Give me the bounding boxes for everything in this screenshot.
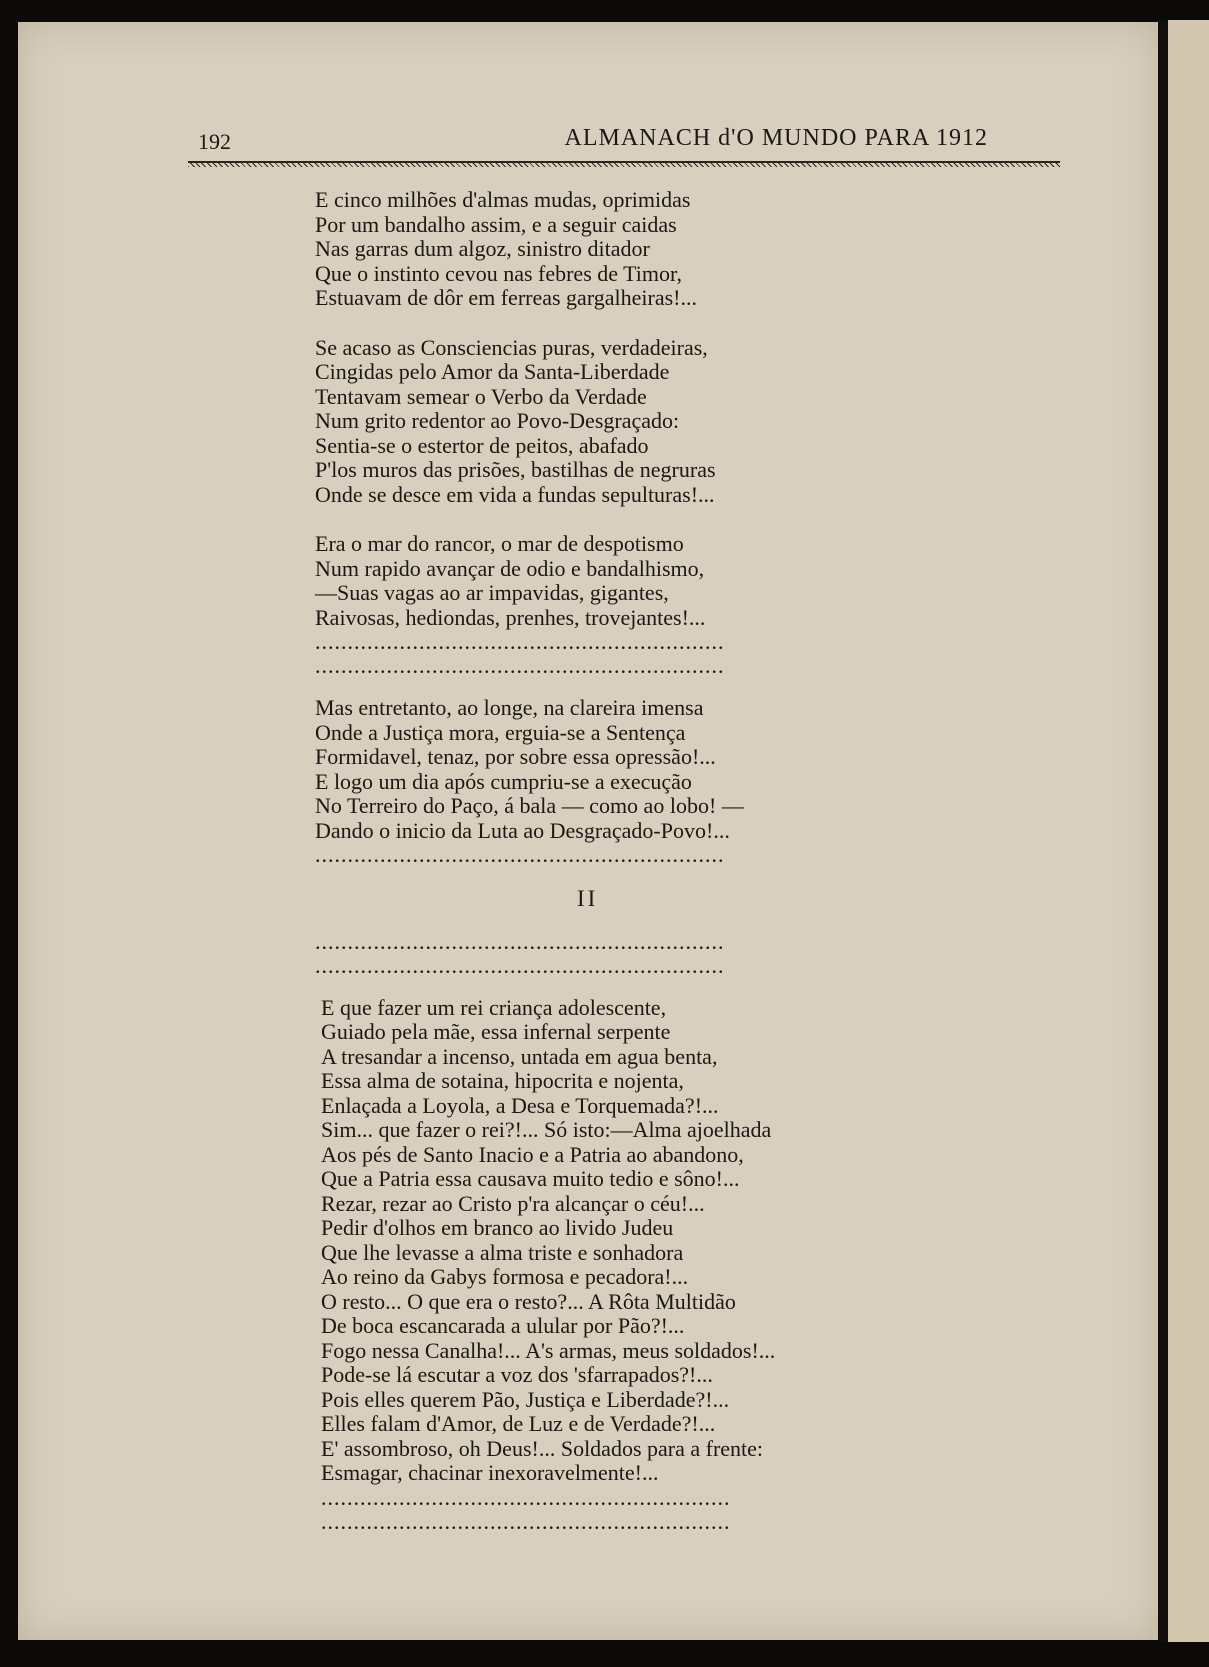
poem-line: E que fazer um rei criança adolescente, (321, 994, 667, 1020)
poem-line: Num grito redentor ao Povo-Desgraçado: (315, 408, 680, 433)
poem-body (315, 188, 1075, 1534)
poem-line: A tresandar a incenso, untada em agua benta, (321, 1043, 718, 1069)
poem-line: Elles falam d'Amor, de Luz e de Verdade?!... (321, 1411, 716, 1436)
section-numeral: II (577, 886, 599, 911)
poem-line: Cingidas pelo Amor da Santa-Liberdade (315, 359, 670, 384)
poem-line: Formidavel, tenaz, por sobre essa opressão!... (315, 744, 716, 769)
poem-line: Fogo nessa Canalha!... A's armas, meus soldados!... (321, 1337, 776, 1363)
dot-leader: ............................................................... (321, 1485, 731, 1510)
poem-line: Onde a Justiça mora, erguia-se a Sentença (315, 719, 686, 745)
poem-line: Pode-se lá escutar a voz dos 'sfarrapados?!... (321, 1362, 713, 1387)
poem-line: Ao reino da Gabys formosa e pecadora!... (321, 1264, 689, 1289)
poem-line: Tentavam semear o Verbo da Verdade (315, 383, 647, 409)
poem-line: No Terreiro do Paço, á bala — como ao lobo! — (315, 793, 744, 818)
poem-line: Pedir d'olhos em branco ao livido Judeu (321, 1215, 674, 1240)
poem-line: Por um bandalho assim, e a seguir caidas (315, 211, 677, 237)
poem-line: E logo um dia após cumpriu-se a execução (315, 768, 692, 794)
poem-line: Rezar, rezar ao Cristo p'ra alcançar o céu!... (321, 1190, 705, 1216)
poem-line: Pois elles querem Pão, Justiça e Liberdade?!... (321, 1386, 730, 1412)
stanza-5 (321, 996, 1075, 1534)
poem-line: Raivosas, hediondas, prenhes, trovejantes!... (315, 604, 706, 630)
poem-line: Era o mar do rancor, o mar de despotismo (315, 531, 684, 556)
poem-line: —Suas vagas ao ar impavidas, gigantes, (315, 580, 669, 605)
poem-line: Esmagar, chacinar inexoravelmente!... (321, 1460, 659, 1485)
poem-line: Guiado pela mãe, essa infernal serpente (321, 1019, 671, 1044)
poem-line: E cinco milhões d'almas mudas, oprimidas (315, 187, 691, 212)
facing-page-edge (1168, 20, 1209, 1642)
poem-line: Que lhe levasse a alma triste e sonhadora (321, 1239, 684, 1265)
poem-line: Sim... que fazer o rei?!... Só isto:—Alma ajoelhada (321, 1117, 772, 1142)
poem-line: Mas entretanto, ao longe, na clareira imensa (315, 695, 704, 720)
dot-leader: ............................................................... (315, 630, 725, 654)
dot-leader: ............................................................... (315, 843, 725, 867)
page-number: 192 (198, 129, 231, 154)
poem-line: Essa alma de sotaina, hipocrita e nojenta, (321, 1068, 684, 1093)
stanza-4 (315, 696, 1075, 843)
book-gutter (1158, 20, 1168, 1642)
poem-line: Num rapido avançar de odio e bandalhismo, (315, 555, 705, 581)
poem-line: Enlaçada a Loyola, a Desa e Torquemada?!... (321, 1092, 719, 1118)
poem-line: O resto... O que era o resto?... A Rôta Multidão (321, 1288, 736, 1314)
poem-line: Dando o inicio da Luta ao Desgraçado-Povo!... (315, 817, 730, 843)
header-rule (188, 161, 1060, 167)
dot-leader: ............................................................... (321, 1509, 731, 1534)
dot-leader: ............................................................... (315, 654, 725, 678)
stanza-1 (315, 188, 1075, 311)
page-header (18, 105, 1158, 154)
stanza-2 (315, 336, 1075, 508)
poem-line: De boca escancarada a ulular por Pão?!... (321, 1313, 685, 1338)
poem-line: Onde se desce em vida a fundas sepulturas!... (315, 481, 715, 507)
poem-line: Se acaso as Consciencias puras, verdadeiras, (315, 334, 708, 360)
poem-line: Nas garras dum algoz, sinistro ditador (315, 236, 650, 261)
book-page (18, 22, 1158, 1640)
poem-line: Estuavam de dôr em ferreas gargalheiras!... (315, 285, 697, 310)
dot-leader: ............................................................... (315, 953, 725, 978)
running-title: ALMANACH d'O MUNDO PARA 1912 (564, 125, 988, 151)
poem-line: P'los muros das prisões, bastilhas de negruras (315, 457, 716, 482)
poem-line: Que o instinto cevou nas febres de Timor, (315, 260, 682, 286)
poem-line: Que a Patria essa causava muito tedio e sôno!... (321, 1166, 740, 1191)
poem-line: E' assombroso, oh Deus!... Soldados para a frente: (321, 1435, 764, 1461)
dot-leader: ............................................................... (315, 929, 725, 954)
poem-line: Sentia-se o estertor de peitos, abafado (315, 432, 649, 458)
stanza-3 (315, 532, 1075, 630)
poem-line: Aos pés de Santo Inacio e a Patria ao abandono, (321, 1141, 744, 1167)
